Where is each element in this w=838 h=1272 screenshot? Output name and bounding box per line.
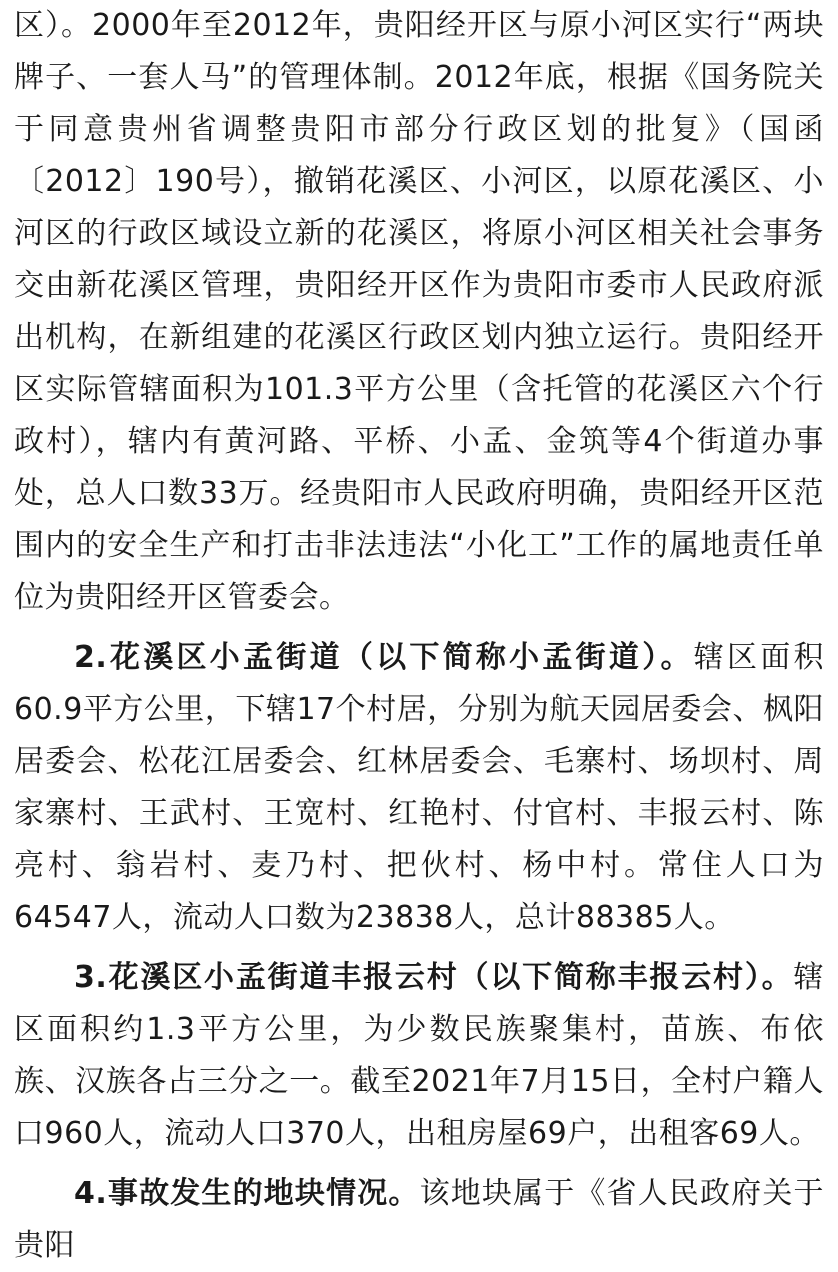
paragraph-1 (14, 0, 824, 624)
paragraph-4 (14, 1168, 824, 1272)
paragraph-3-text: 辖区面积约1.3平方公里，为少数民族聚集村，苗族、布依族、汉族各占三分之一。截至2021年7月15日，全村户籍人口960人，流动人口370人，出租房屋69户，出租客69人。 (14, 960, 824, 1151)
paragraph-4-text: 该地块属于《省人民政府关于贵阳 (14, 1176, 825, 1263)
paragraph-2 (14, 632, 824, 944)
paragraph-4-heading: 4.事故发生的地块情况。 (74, 1176, 420, 1211)
document-page (14, 0, 824, 1272)
paragraph-1-text: 区）。2000年至2012年，贵阳经开区与原小河区实行“两块牌子、一套人马”的管理体制。2012年底，根据《国务院关于同意贵州省调整贵阳市部分行政区划的批复》（国函〔2012〕190号），撤销花溪区、小河区，以原花溪区、小河区的行政区域设立新的花溪区，将原小河区相关社会事务交由新花溪区管理，贵阳经开区作为贵阳市委市人民政府派出机构，在新组建的花溪区行政区划内独立运行。贵阳经开区实际管辖面积为101.3平方公里（含托管的花溪区六个行政村），辖内有黄河路、平桥、小孟、金筑等4个街道办事处，总人口数33万。经贵阳市人民政府明确，贵阳经开区范围内的安全生产和打击非法违法“小化工”工作的属地责任单位为贵阳经开区管委会。 (14, 8, 824, 615)
paragraph-2-text: 辖区面积60.9平方公里，下辖17个村居，分别为航天园居委会、枫阳居委会、松花江居委会、红林居委会、毛寨村、场坝村、周家寨村、王武村、王宽村、红艳村、付官村、丰报云村、陈亮村、翁岩村、麦乃村、把伙村、杨中村。常住人口为64547人，流动人口数为23838人，总计88385人。 (14, 640, 824, 935)
paragraph-3 (14, 952, 824, 1160)
paragraph-3-heading: 3.花溪区小孟街道丰报云村（以下简称丰报云村）。 (74, 960, 794, 995)
paragraph-2-heading: 2.花溪区小孟街道（以下简称小孟街道）。 (74, 640, 694, 675)
